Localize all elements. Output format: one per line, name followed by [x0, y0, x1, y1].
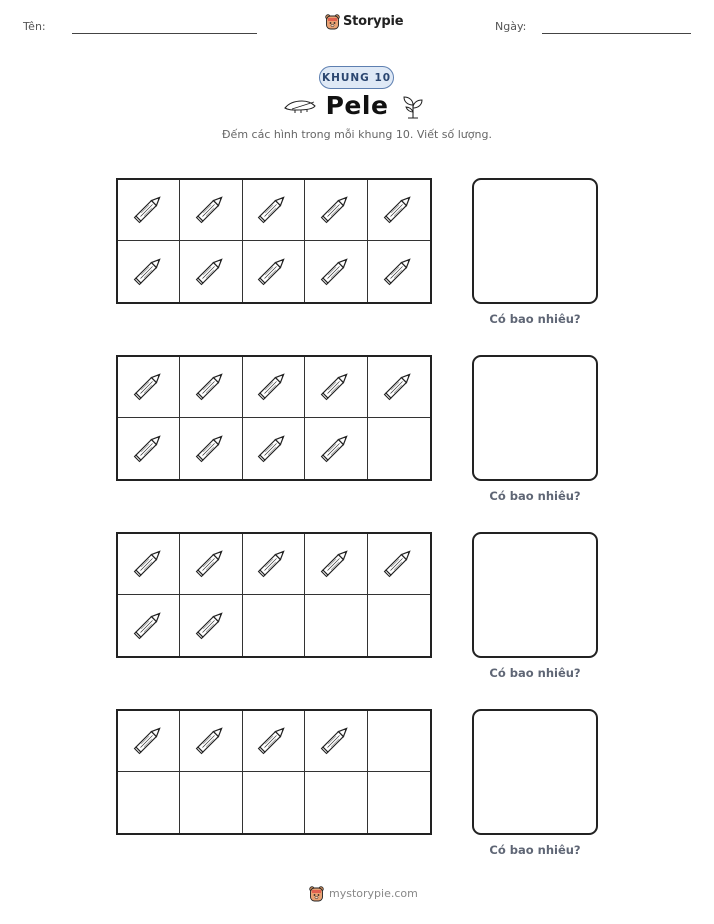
- pencil-icon: [253, 719, 293, 763]
- pencil-icon: [316, 719, 356, 763]
- answer-box[interactable]: [472, 709, 598, 835]
- pencil-icon: [253, 427, 293, 471]
- frame-cell: [368, 418, 430, 479]
- pencil-icon: [191, 365, 231, 409]
- storypie-logo: [325, 13, 403, 30]
- pencil-icon: [379, 542, 419, 586]
- frame-cell: [243, 595, 305, 656]
- date-line: [542, 33, 691, 34]
- bear-logo-icon: [325, 13, 340, 30]
- frame-cell: [368, 241, 430, 302]
- pencil-icon: [379, 250, 419, 294]
- frame-cell: [118, 418, 180, 479]
- name-line: [72, 33, 257, 34]
- frame-cell: [305, 180, 367, 241]
- pencil-icon: [129, 250, 169, 294]
- pencil-icon: [379, 365, 419, 409]
- frame-cell: [243, 534, 305, 595]
- answer-question: Có bao nhiêu?: [489, 843, 581, 857]
- frame-cell: [243, 357, 305, 418]
- brand-name: Storypie: [343, 14, 404, 29]
- answer-box[interactable]: [472, 355, 598, 481]
- ten-frame: [116, 532, 432, 658]
- frame-cell: [180, 711, 242, 772]
- frame-cell: [180, 772, 242, 833]
- frame-cell: [180, 357, 242, 418]
- frame-cell: [305, 772, 367, 833]
- pencil-icon: [129, 427, 169, 471]
- frame-cell: [305, 357, 367, 418]
- pencil-icon: [253, 250, 293, 294]
- pencil-icon: [191, 542, 231, 586]
- frame-cell: [243, 772, 305, 833]
- pencil-icon: [191, 719, 231, 763]
- answer-question: Có bao nhiêu?: [489, 312, 581, 326]
- pencil-icon: [316, 542, 356, 586]
- frame-cell: [118, 241, 180, 302]
- frame-cell: [305, 241, 367, 302]
- name-label: Tên:: [23, 20, 46, 33]
- frame-cell: [368, 180, 430, 241]
- pencil-icon: [316, 427, 356, 471]
- frame-cell: [118, 357, 180, 418]
- page-title: Pele: [325, 91, 389, 120]
- answer-question: Có bao nhiêu?: [489, 489, 581, 503]
- frame-cell: [243, 180, 305, 241]
- frame-cell: [180, 180, 242, 241]
- pencil-icon: [253, 188, 293, 232]
- answer-box[interactable]: [472, 532, 598, 658]
- frame-cell: [243, 418, 305, 479]
- frame-cell: [368, 595, 430, 656]
- pencil-icon: [316, 365, 356, 409]
- topic-badge: KHUNG 10: [319, 66, 394, 89]
- frame-cell: [243, 711, 305, 772]
- pencil-icon: [379, 188, 419, 232]
- frame-cell: [368, 534, 430, 595]
- frame-cell: [118, 595, 180, 656]
- frame-cell: [305, 595, 367, 656]
- answer-box[interactable]: [472, 178, 598, 304]
- frame-cell: [180, 595, 242, 656]
- frame-cell: [118, 772, 180, 833]
- pencil-icon: [191, 188, 231, 232]
- ten-frame: [116, 355, 432, 481]
- pencil-icon: [253, 365, 293, 409]
- frame-cell: [118, 534, 180, 595]
- pencil-icon: [191, 604, 231, 648]
- frame-cell: [118, 711, 180, 772]
- frame-cell: [368, 357, 430, 418]
- answer-question: Có bao nhiêu?: [489, 666, 581, 680]
- frame-cell: [243, 241, 305, 302]
- frame-cell: [305, 711, 367, 772]
- pencil-icon: [253, 542, 293, 586]
- ten-frame: [116, 709, 432, 835]
- bear-logo-icon: [309, 885, 324, 902]
- pencil-icon: [191, 427, 231, 471]
- ten-frame: [116, 178, 432, 304]
- frame-cell: [305, 418, 367, 479]
- footer: [309, 885, 418, 902]
- instructions: Đếm các hình trong mỗi khung 10. Viết số lượng.: [222, 128, 492, 141]
- frame-cell: [368, 711, 430, 772]
- pencil-icon: [129, 719, 169, 763]
- footer-site: mystorypie.com: [329, 887, 418, 900]
- pencil-icon: [191, 250, 231, 294]
- pencil-icon: [129, 542, 169, 586]
- pencil-icon: [316, 250, 356, 294]
- pencil-icon: [316, 188, 356, 232]
- pencil-icon: [129, 188, 169, 232]
- frame-cell: [180, 534, 242, 595]
- seedling-icon: [401, 93, 425, 119]
- pencil-icon: [129, 365, 169, 409]
- frame-cell: [118, 180, 180, 241]
- pencil-icon: [129, 604, 169, 648]
- frame-cell: [180, 418, 242, 479]
- frame-cell: [305, 534, 367, 595]
- frame-cell: [180, 241, 242, 302]
- frame-cell: [368, 772, 430, 833]
- date-label: Ngày:: [495, 20, 527, 33]
